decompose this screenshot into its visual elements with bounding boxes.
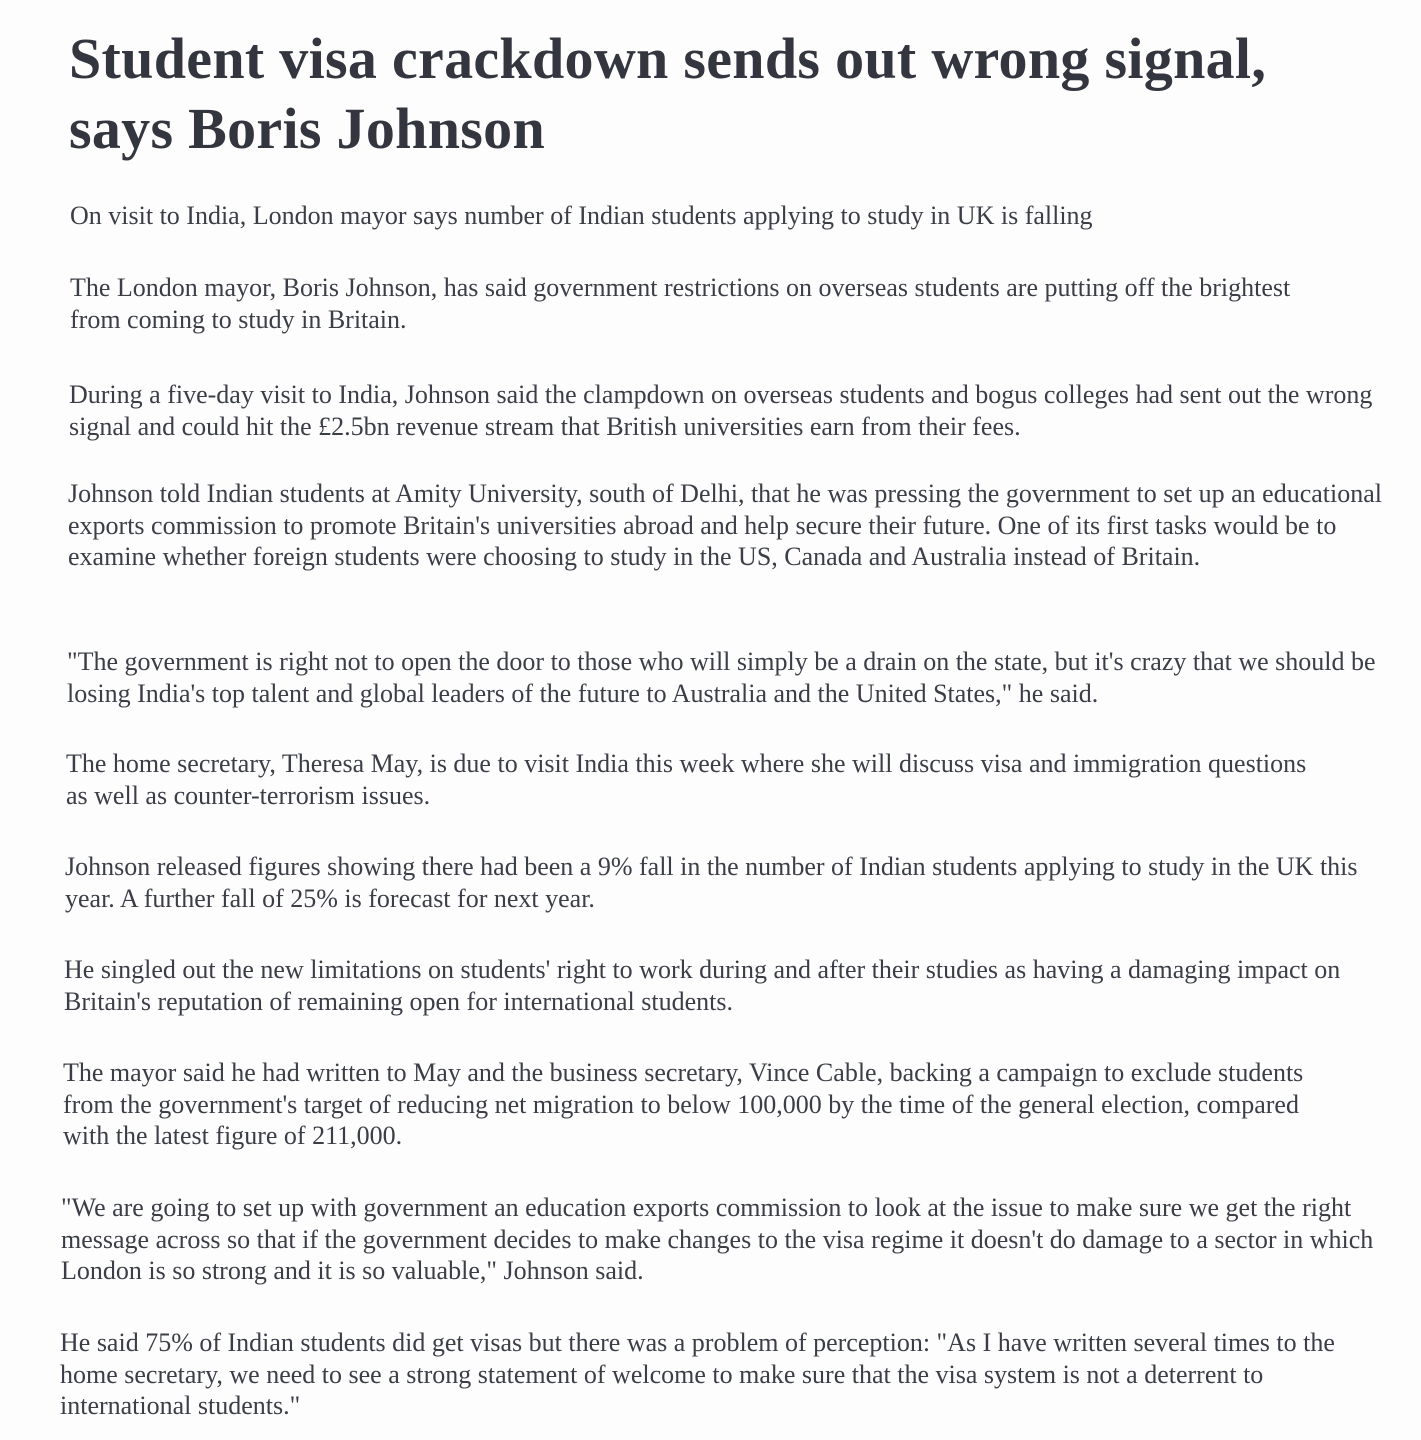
- article-paragraph-8: The mayor said he had written to May and the business secretary, Vince Cable, backing a campaign to exclude students from the government's target of reducing net migration to below 100,000 by the time of the general election, compared with the latest figure of 211,000.: [63, 1058, 1304, 1150]
- article-paragraph-6: Johnson released figures showing there had been a 9% fall in the number of Indian students applying to study in the UK this year. A further fall of 25% is forecast for next year.: [65, 852, 1358, 913]
- article-paragraph-9: "We are going to set up with government an education exports commission to look at the issue to make sure we get the right message across so that if the government decides to make changes to the visa regime it doesn't do damage to a sector in which London is so strong and it is so valuable," Johnson said.: [61, 1193, 1374, 1285]
- article-paragraph-5: The home secretary, Theresa May, is due to visit India this week where she will discuss visa and immigration questions as well as counter-terrorism issues.: [66, 749, 1307, 810]
- article-headline: Student visa crackdown sends out wrong signal, says Boris Johnson: [69, 26, 1267, 161]
- article-paragraph-3: Johnson told Indian students at Amity University, south of Delhi, that he was pressing the government to set up an educational exports commission to promote Britain's universities abroad and help secure their future. One of its first tasks would be to examine whether foreign students were choosing to study in the US, Canada and Australia instead of Britain.: [68, 479, 1382, 571]
- article-paragraph-4: "The government is right not to open the door to those who will simply be a drain on the state, but it's crazy that we should be losing India's top talent and global leaders of the future to Australia and the United States," he said.: [67, 647, 1376, 708]
- article-standfirst: On visit to India, London mayor says number of Indian students applying to study in UK is falling: [70, 201, 1093, 230]
- article-paragraph-7: He singled out the new limitations on students' right to work during and after their studies as having a damaging impact on Britain's reputation of remaining open for international students.: [64, 955, 1341, 1016]
- article-paragraph-1: The London mayor, Boris Johnson, has said government restrictions on overseas students are putting off the brightest from coming to study in Britain.: [70, 273, 1291, 334]
- article-paragraph-2: During a five-day visit to India, Johnson said the clampdown on overseas students and bogus colleges had sent out the wrong signal and could hit the £2.5bn revenue stream that British universities earn from their fees.: [69, 380, 1373, 441]
- article-paragraph-10: He said 75% of Indian students did get visas but there was a problem of perception: "As I have written several times to the home secretary, we need to see a strong statement of welcome to make sure that the visa system is not a deterrent to international students.": [60, 1328, 1335, 1420]
